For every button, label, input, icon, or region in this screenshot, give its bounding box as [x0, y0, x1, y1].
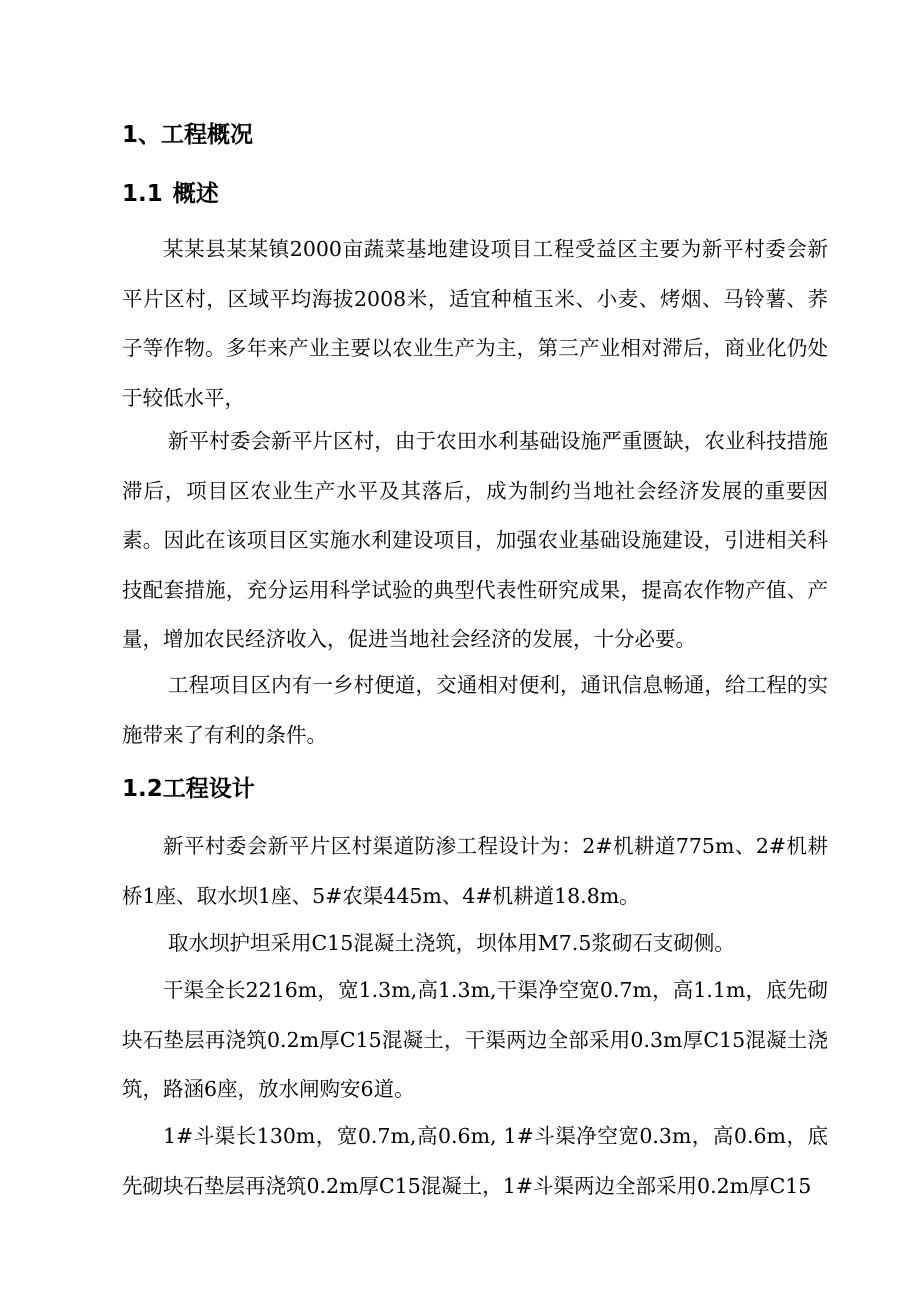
subsection-number: 1.1	[122, 181, 163, 207]
design-paragraph: 干渠全长2216m，宽1.3m,高1.3m,干渠净空宽0.7m，高1.1m，底先砌块石垫层再浇筑0.2m厚C15混凝土，干渠两边全部采用0.3m厚C15混凝土浇筑，路涵6座，放水闸购安6道。	[122, 978, 828, 1101]
overview-paragraph: 工程项目区内有一乡村便道，交通相对便利，通讯信息畅通，给工程的实施带来了有利的条件。	[122, 673, 828, 747]
overview-paragraph: 新平村委会新平片区村，由于农田水利基础设施严重匮缺，农业科技措施滞后，项目区农业生产水平及其落后，成为制约当地社会经济发展的重要因素。因此在该项目区实施水利建设项目，加强农业基础设施建设，引进相关科技配套措施，充分运用科学试验的典型代表性研究成果，提高农作物产值、产量，增加农民经济收入，促进当地社会经济的发展，十分必要。	[122, 429, 828, 651]
subsection-heading-overview	[122, 180, 219, 208]
subsection-title: 工程设计	[162, 776, 255, 802]
design-paragraph: 新平村委会新平片区村渠道防渗工程设计为：2#机耕道775m、2#机耕桥1座、取水坝1座、5#农渠445m、4#机耕道18.8m。	[122, 834, 828, 908]
subsection-number: 1.2	[122, 776, 163, 802]
subsection-title: 概述	[172, 181, 219, 207]
design-paragraph: 取水坝护坦采用C15混凝土浇筑，坝体用M7.5浆砌石支砌侧。	[168, 931, 735, 955]
section-title: 1、工程概况	[122, 122, 254, 148]
design-paragraph: 1#斗渠长130m，宽0.7m,高0.6m, 1#斗渠净空宽0.3m，高0.6m，底先砌块石垫层再浇筑0.2m厚C15混凝土，1#斗渠两边全部采用0.2m厚C15	[122, 1124, 828, 1198]
subsection-heading-design	[122, 775, 255, 803]
overview-paragraph: 某某县某某镇2000亩蔬菜基地建设项目工程受益区主要为新平村委会新平片区村，区域平均海拔2008米，适宜种植玉米、小麦、烤烟、马铃薯、荞子等作物。多年来产业主要以农业生产为主，第三产业相对滞后，商业化仍处于较低水平，	[122, 237, 828, 410]
